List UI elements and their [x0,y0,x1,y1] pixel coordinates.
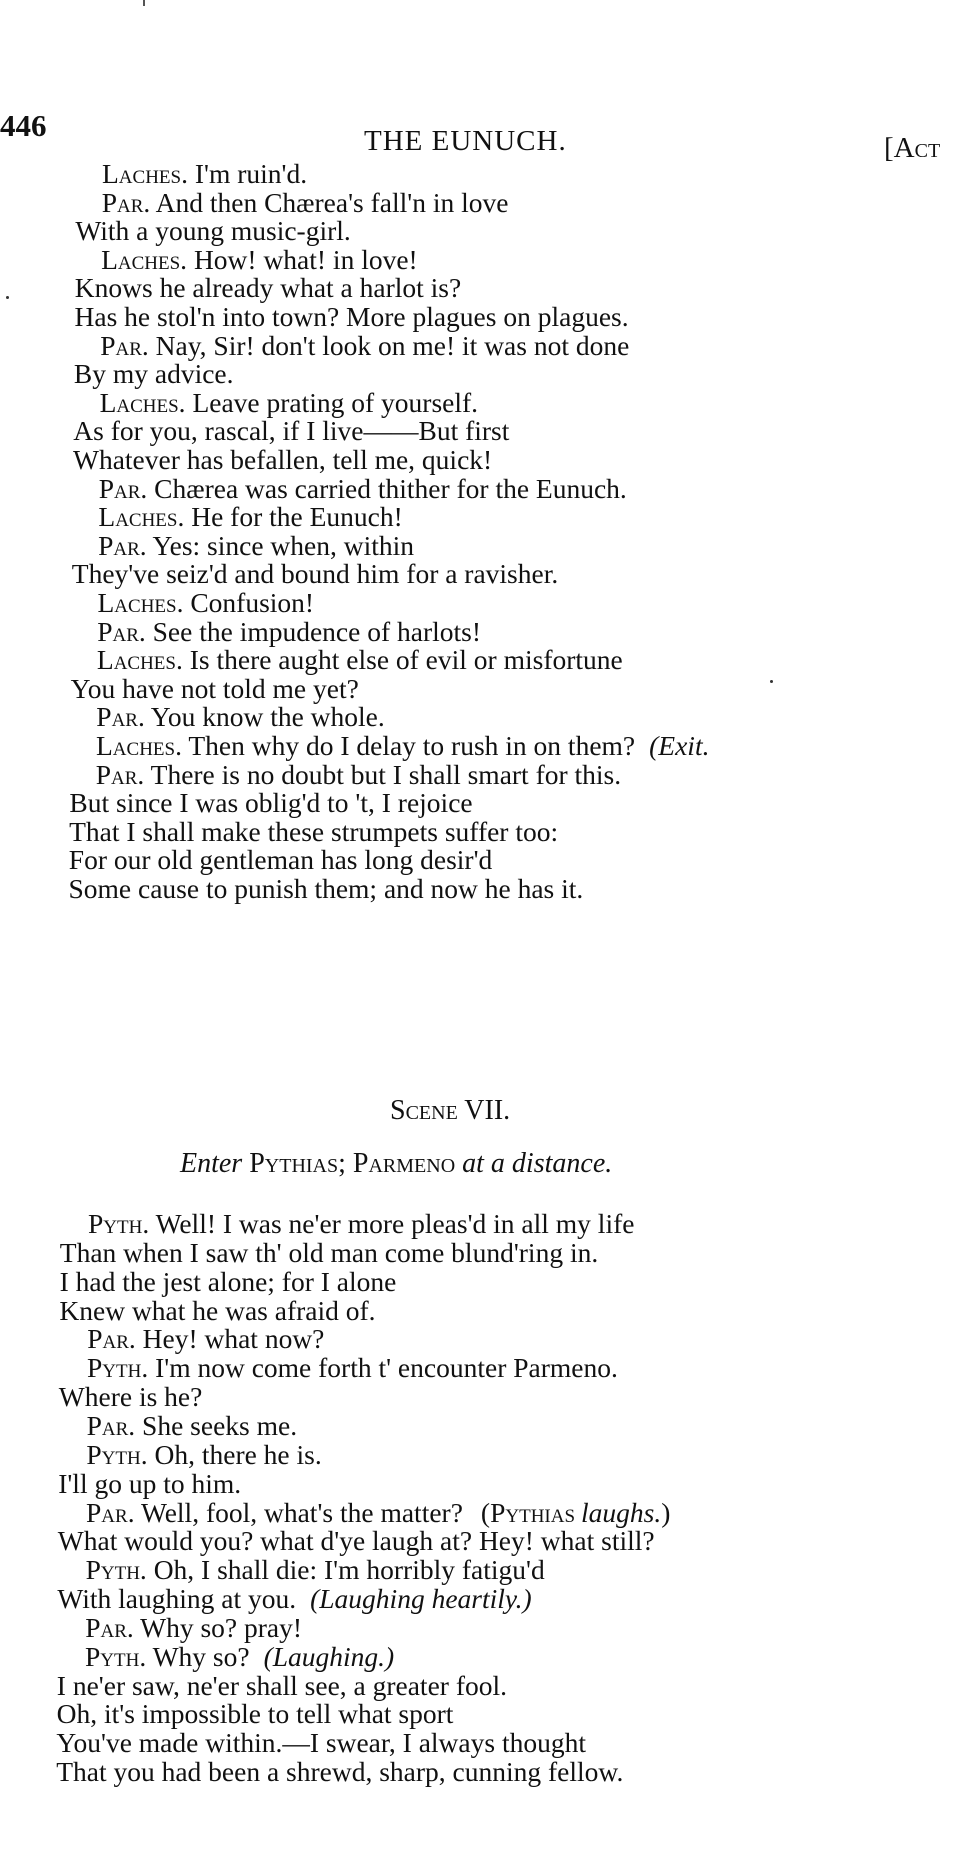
speaker-name: Pyth. [86,1438,148,1470]
line-text: Some cause to punish them; and now he has it. [68,873,584,904]
text-line [99,386,479,418]
text-line [96,732,709,760]
speaker-name: Pyth. [88,1208,150,1239]
text-line [85,1640,395,1672]
speaker-name: Laches. [96,644,183,676]
text-line [57,1700,454,1728]
text-line [96,703,384,731]
line-text: Is there aught else of evil or misfortune [182,644,623,676]
text-line [56,1758,623,1786]
line-text: Knows he already what a harlot is? [74,272,462,304]
line-text: They've seiz'd and bound him for a ravisher. [71,558,559,590]
running-title: THE EUNUCH. [364,125,567,157]
line-text: What would you? what d'ye laugh at? Hey! what still? [57,1525,655,1557]
exit-direction: (Exit. [649,730,710,761]
aside-open: ( [480,1496,491,1528]
speaker-name: Laches. [96,730,182,761]
line-text: Oh, I shall die: I'm horribly fatigu'd [146,1554,545,1586]
line-text: Confusion! [183,587,315,618]
line-text: And then Chærea's fall'n in love [150,186,509,218]
scene-heading [390,1095,510,1127]
scene-number: VII. [464,1095,511,1126]
text-line [75,274,461,302]
speaker-name: Laches. [99,386,186,418]
speaker-name: Par. [98,529,147,561]
stage-direction [180,1148,612,1180]
line-text: How! what! in love! [187,243,418,275]
line-text: By my advice. [73,358,234,390]
line-text: As for you, rascal, if I live——But first [73,415,510,447]
text-line [59,1236,599,1268]
speaker-name: Par. [100,329,149,361]
line-text: Leave prating of yourself. [185,386,479,418]
line-text: Why so? [146,1640,250,1672]
direction-enter: Enter [180,1148,243,1179]
speaker-name: Pyth. [85,1554,147,1586]
speaker-name: Par. [87,1323,136,1355]
text-line [86,1496,671,1528]
inline-direction: (Laughing.) [263,1640,395,1672]
scan-dot [770,680,773,683]
text-line [72,560,558,588]
speaker-name: Laches. [98,501,185,533]
text-line [57,1585,531,1613]
text-line [75,217,350,245]
text-line [75,303,629,331]
line-text: There is no doubt but I shall smart for this. [144,758,622,790]
line-text: With a young music-girl. [75,215,351,247]
line-text: Oh, there he is. [147,1438,322,1470]
aside-close: ) [661,1496,671,1528]
text-line [87,1354,618,1382]
speaker-name: Laches. [97,587,184,618]
direction-name-pythias: Pythias [249,1148,339,1179]
text-line [87,1325,324,1353]
line-text: I'm ruin'd. [187,158,308,189]
speaker-name: Pyth. [87,1352,149,1384]
scene-label: Scene [390,1095,458,1126]
line-text: Yes: since when, within [146,529,415,561]
line-text: Well, fool, what's the matter? [134,1496,463,1528]
text-line [69,815,559,847]
section-marker: [Act [884,132,941,164]
text-line [95,758,622,790]
line-text: That I shall make these strumpets suffer too: [69,815,559,847]
text-line [74,360,234,388]
line-text: Whatever has befallen, tell me, quick! [73,444,493,475]
line-text: She seeks me. [135,1409,298,1441]
line-text: I'm now come forth t' encounter Parmeno. [148,1352,618,1384]
text-line [70,672,359,704]
text-line [102,160,307,188]
text-line [58,1467,242,1499]
line-text: He for the Eunuch! [184,501,403,533]
speaker-name: Par. [98,472,148,504]
line-text: With laughing at you. [57,1583,297,1615]
text-line [98,503,402,531]
speaker-name: Par. [95,758,145,790]
line-text: Chærea was carried thither for the Eunuch. [147,472,627,504]
line-text: Why so? pray! [133,1611,303,1643]
text-line [69,789,472,817]
text-line [56,1669,507,1701]
text-line [85,1611,303,1643]
aside-name: Pythias [490,1496,576,1528]
inline-direction: (Laughing heartily.) [310,1583,532,1615]
text-line [98,589,315,617]
text-line [58,1527,655,1555]
text-line [101,243,418,275]
text-line [88,1210,634,1238]
text-line [100,329,630,361]
line-text: You have not told me yet? [70,672,359,704]
speaker-name: Laches. [102,158,188,189]
line-text: I had the jest alone; for I alone [59,1265,397,1297]
direction-separator: ; [338,1148,346,1179]
speaker-name: Par. [86,1496,135,1528]
text-line [69,846,493,874]
line-text: I'll go up to him. [58,1467,242,1499]
text-line [98,472,627,504]
speaker-name: Par. [96,701,145,733]
speaker-name: Par. [101,186,151,218]
text-line [86,1556,545,1584]
speaker-name: Par. [85,1611,134,1643]
line-text: Than when I saw th' old man come blund'ring in. [59,1236,599,1268]
line-text: I ne'er saw, ne'er shall see, a greater fool. [56,1669,507,1701]
line-text: Hey! what now? [135,1323,325,1355]
speaker-name: Par. [97,615,146,647]
inline-direction [481,1497,671,1528]
scan-mark [143,0,145,6]
aside-italic: laughs. [581,1496,662,1528]
text-line [98,529,415,561]
line-text: For our old gentleman has long desir'd [68,844,493,876]
text-line [73,446,492,474]
line-text: Knew what he was afraid of. [59,1294,376,1326]
text-line [56,1729,586,1757]
line-text: Then why do I delay to rush in on them? [181,730,636,761]
page-number: 446 [0,108,47,143]
text-line [69,875,584,903]
text-line [73,417,509,445]
text-line [86,1438,322,1470]
speaker-name: Pyth. [85,1640,147,1672]
direction-name-parmeno: Parmeno [352,1148,456,1179]
text-line [101,186,509,218]
text-line [97,646,623,674]
line-text: You've made within.—I swear, I always thought [56,1727,586,1759]
text-line [59,1294,376,1326]
direction-rest: at a distance. [455,1148,613,1179]
line-text: Nay, Sir! don't look on me! it was not done [148,329,630,361]
text-line [59,1383,203,1411]
line-text: See the impudence of harlots! [145,615,482,647]
line-text: Where is he? [58,1381,203,1413]
line-text: That you had been a shrewd, sharp, cunning fellow. [56,1756,624,1788]
speaker-name: Par. [86,1409,136,1441]
text-line [86,1409,298,1441]
speaker-name: Laches. [101,243,188,275]
line-text: Well! I was ne'er more pleas'd in all my life [149,1208,635,1239]
scan-dot [6,296,9,299]
line-text: You know the whole. [144,701,385,733]
text-line [97,615,482,647]
text-line [59,1265,397,1297]
line-text: But since I was oblig'd to 't, I rejoice [69,787,473,819]
line-text: Oh, it's impossible to tell what sport [56,1698,454,1730]
line-text: Has he stol'n into town? More plagues on plagues. [74,301,629,332]
